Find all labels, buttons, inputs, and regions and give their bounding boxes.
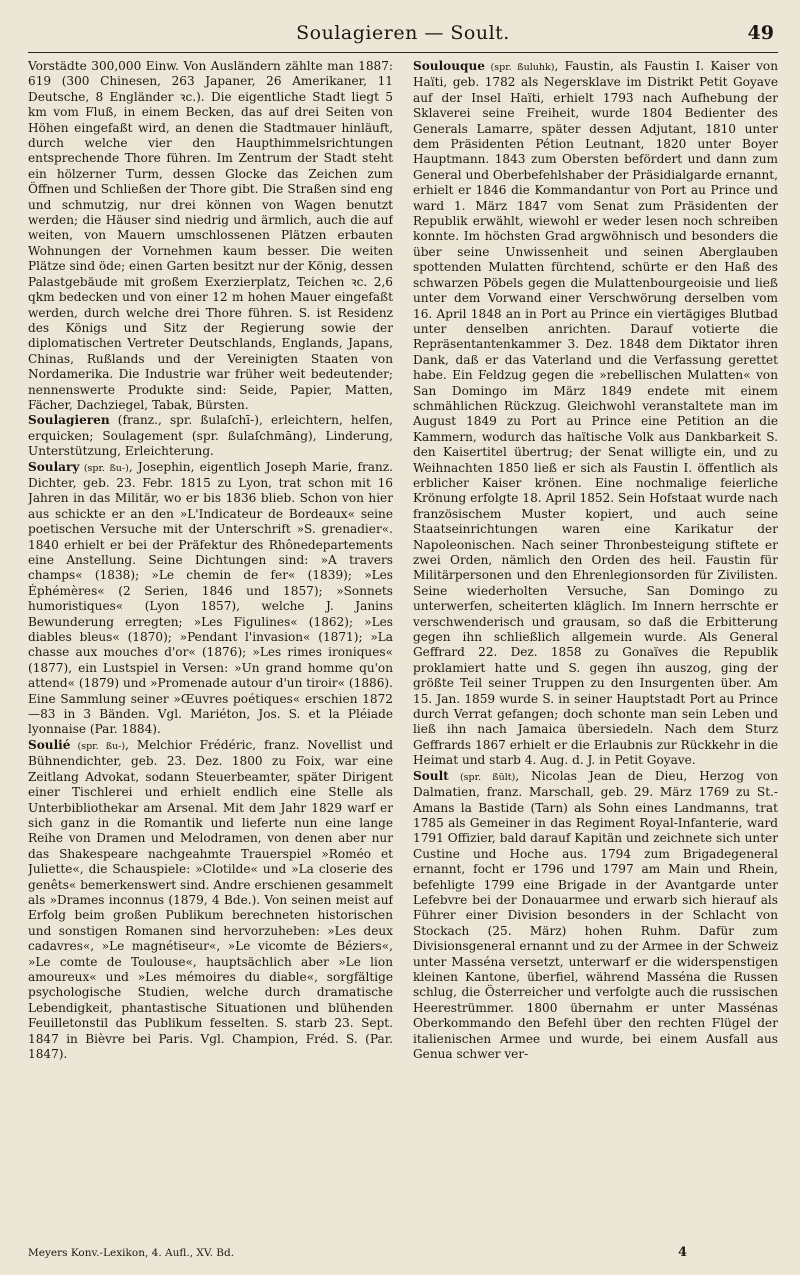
pronunciation: (spr. ßu-) (79, 462, 129, 474)
continued-article-text: Vorstädte 300,000 Einw. Von Ausländern zählte man 1887: 619 (300 Chinesen, 263 Japaner, 26 Amerikaner, 11 Deutsche, 8 Engländer ꝛc.). Die eigentliche Stadt liegt 5 km vom Fluß, in einem Becken, das auf drei Seiten von Höhen eingefaßt wird, an denen die Stadtmauer hinläuft, durch welche vier den Haupthimmelsrichtungen entsprechende Thore führen. Im Zentrum der Stadt steht ein hölzerner Turm, dessen Glocke das Zeichen zum Öffnen und Schließen der Thore gibt. Die Straßen sind eng und schmutzig, nur drei können von Wagen benutzt werden; die Häuser sind niedrig und ärmlich, auch die auf weiten, von Mauern umschlossenen Plätzen erbauten Wohnungen der Vornehmen kaum besser. Die weiten Plätze sind öde; einen Garten besitzt nur der König, dessen Palastgebäude mit großem Exerzierplatz, Teichen ꝛc. 2,6 qkm bedecken und von einer 12 m hohen Mauer eingefaßt werden, durch welche drei Thore führen. S. ist Residenz des Königs und Sitz der Regierung sowie der diplomatischen Vertreter Deutschlands, Englands, Japans, Chinas, Rußlands und der Vereinigten Staaten von Nordamerika. Die Industrie war früher weit bedeutender; nennenswerte Produkte sind: Seide, Papier, Matten, Fächer, Dachziegel, Tabak, Bürsten. (28, 59, 393, 412)
entry-body: , Josephin, eigentlich Joseph Marie, franz. Dichter, geb. 23. Febr. 1815 zu Lyon, trat schon mit 16 Jahren in das Militär, wo er bis 1836 blieb. Schon von hier aus schickte er an den »L'Indicateur de Bordeaux« seine poetischen Versuche mit der Unterschrift »S. grenadier«. 1840 erhielt er bei der Präfektur des Rhônedepartements eine Anstellung. Seine Dichtungen sind: »A travers champs« (1838); »Le chemin de fer« (1839); »Les Éphémères« (2 Serien, 1846 und 1857); »Sonnets humoristiques« (Lyon 1857), welche J. Janins Bewunderung erregten; »Les Figulines« (1862); »Les diables bleus« (1870); »Pendant l'invasion« (1871); »La chasse aux mouches d'or« (1876); »Les rimes ironiques« (1877), ein Lustspiel in Versen: »Un grand homme qu'on attend« (1879) und »Promenade autour d'un tiroir« (1886). Eine Sammlung seiner »Œuvres poétiques« erschien 1872—83 in 3 Bänden. Vgl. Mariéton, Jos. S. et la Pléiade lyonnaise (Par. 1884). (28, 459, 393, 737)
page-number: 49 (747, 22, 774, 44)
left-column (28, 59, 393, 1234)
headword: Soulouque (413, 59, 485, 73)
pronunciation: (spr. ßūlt) (448, 771, 516, 783)
pronunciation: (spr. ßu-) (70, 740, 126, 752)
entry-body: , Melchior Frédéric, franz. Novellist und Bühnendichter, geb. 23. Dez. 1800 zu Foix, war eine Zeitlang Advokat, sodann Steuerbeamter, später Dirigent einer Tischlerei und erhielt endlich eine Stelle als Unterbibliothekar am Arsenal. Mit dem Jahr 1829 warf er sich ganz in die Romantik und lieferte nun eine lange Reihe von Dramen und Melodramen, von denen aber nur das Shakespeare nachgeahmte Trauerspiel »Roméo et Juliette«, die Schauspiele: »Clotilde« und »La closerie des genêts« bemerkenswert sind. Andre erschienen gesammelt als »Drames inconnus (1879, 4 Bde.). Von seinen meist auf Erfolg beim großen Publikum berechneten historischen und sonstigen Romanen sind hervorzuheben: »Les deux cadavres«, »Le magnétiseur«, »Le vicomte de Béziers«, »Le comte de Toulouse«, hauptsächlich aber »Le lion amoureux« und »Les mémoires du diable«, sorgfältige psychologische Studien, welche durch dramatische Lebendigkeit, phantastische Situationen und blühenden Feuilletonstil das Publikum fesselten. S. starb 23. Sept. 1847 in Bièvre bei Paris. Vgl. Champion, Fréd. S. (Par. 1847). (28, 737, 393, 1061)
pronunciation: (spr. ßuluhk) (485, 62, 555, 73)
headword: Soulié (28, 737, 71, 752)
entry-body: , Nicolas Jean de Dieu, Herzog von Dalmatien, franz. Marschall, geb. 29. März 1769 zu St.-Amans la Bastide (Tarn) als Sohn eines Landmanns, trat 1785 als Gemeiner in das Regiment Royal-Infanterie, ward 1791 Offizier, bald darauf Kapitän und zeichnete sich unter Custine und Hoche aus. 1794 zum Brigadegeneral ernannt, focht er 1796 und 1797 am Main und Rhein, befehligte 1799 eine Brigade in der Avantgarde unter Lefebvre bei der Donauarmee und erwarb sich hierauf als Führer einer Division besonders in der Schlacht von Stockach (25. März) hohen Ruhm. Dafür zum Divisionsgeneral ernannt und zu der Armee in der Schweiz unter Masséna versetzt, unterwarf er die widerspenstigen kleinen Kantone, überfiel, während Masséna die Russen schlug, die Österreicher und verfolgte auch die russischen Heerestrümmer. 1800 übernahm er unter Massénas Oberkommando den Befehl über den rechten Flügel der italienischen Armee und wurde, bei einem Ausfall aus Genua schwer ver- (413, 768, 778, 1061)
page-header (28, 18, 778, 53)
running-title: Soulagieren — Soult. (296, 22, 510, 44)
right-column (413, 59, 778, 1234)
text-columns (28, 59, 778, 1234)
headword: Soult (413, 768, 449, 783)
entry-body: , Faustin, als Faustin I. Kaiser von Haïti, geb. 1782 als Negersklave im Distrikt Petit Goyave auf der Insel Haïti, erhielt 1793 nach Aufhebung der Sklaverei seine Freiheit, wurde 1804 Bedienter des Generals Lamarre, später dessen Adjutant, 1810 unter dem Präsidenten Pétion Leutnant, 1820 unter Boyer Hauptmann. 1843 zum Obersten befördert und dann zum General und Oberbefehlshaber der Präsidialgarde ernannt, erhielt er 1846 die Kommandantur von Port au Prince und ward 1. März 1847 vom Senat zum Präsidenten der Republik erwählt, wiewohl er weder lesen noch schreiben konnte. Im höchsten Grad argwöhnisch und besonders die über seine Unwissenheit und seinen Aberglauben spottenden Mulatten fürchtend, schürte er den Haß des schwarzen Pöbels gegen die Mulattenbourgeoisie und ließ unter dem Vorwand einer Verschwörung derselben vom 16. April 1848 an in Port au Prince ein viertägiges Blutbad unter denselben anrichten. Darauf votierte die Repräsentantenkammer 3. Dez. 1848 dem Diktator ihren Dank, daß er das Vaterland und die Verfassung gerettet habe. Ein Feldzug gegen die »rebellischen Mulatten« von San Domingo im März 1849 endete mit einem schmählichen Rückzug. Gleichwohl veranstaltete man im August 1849 zu Port au Prince eine Petition an die Kammern, wodurch das haïtische Volk aus Dankbarkeit S. den Kaisertitel übertrug; der Senat willigte ein, und zu Weihnachten 1850 ließ er sich als Faustin I. öffentlich als erblicher Kaiser krönen. Eine nochmalige feierliche Krönung erfolgte 18. April 1852. Sein Hofstaat wurde nach französischem Muster kopiert, und auch seine Staatseinrichtungen waren eine Karikatur der Napoleonischen. Nach seiner Thronbesteigung stiftete er zwei Orden, nämlich den Orden des heil. Faustin für Militärpersonen und den Ehrenlegionsorden für Zivilisten. Seine wiederholten Versuche, San Domingo zu unterwerfen, scheiterten kläglich. Im Innern herrschte er verschwenderisch und grausam, so daß die Erbitterung gegen ihn schließlich allgemein wurde. Als General Geffrard 22. Dez. 1858 zu Gonaïves die Republik proklamiert hatte und S. gegen ihn auszog, ging der größte Teil seiner Truppen zu den Insurgenten über. Am 15. Jan. 1859 wurde S. in seiner Hauptstadt Port au Prince durch Verrat gefangen; doch schonte man sein Leben und ließ ihn nach Jamaica übersiedeln. Nach dem Sturz Geffrards 1867 erhielt er die Erlaubnis zur Rückkehr in die Heimat und starb 4. Aug. d. J. in Petit Goyave. (413, 59, 778, 768)
headword: Soulagieren (28, 413, 110, 428)
entry-soult (413, 769, 778, 1063)
headword: Soulary (28, 459, 80, 474)
entry-body: (franz., spr. ßulaſchī-), erleichtern, helfen, erquicken; Soulagement (spr. ßulaſchmāng), Linderung, Unterstützung, Erleichterung. (28, 413, 393, 459)
entry-soulary (28, 460, 393, 738)
entry-soulouque (413, 59, 778, 769)
entry-soulie (28, 738, 393, 1063)
entry-soulagieren (28, 413, 393, 459)
signature-mark: 4 (678, 1245, 688, 1260)
publisher-note: Meyers Konv.-Lexikon, 4. Aufl., XV. Bd. (28, 1247, 235, 1259)
page-footer (28, 1245, 778, 1267)
